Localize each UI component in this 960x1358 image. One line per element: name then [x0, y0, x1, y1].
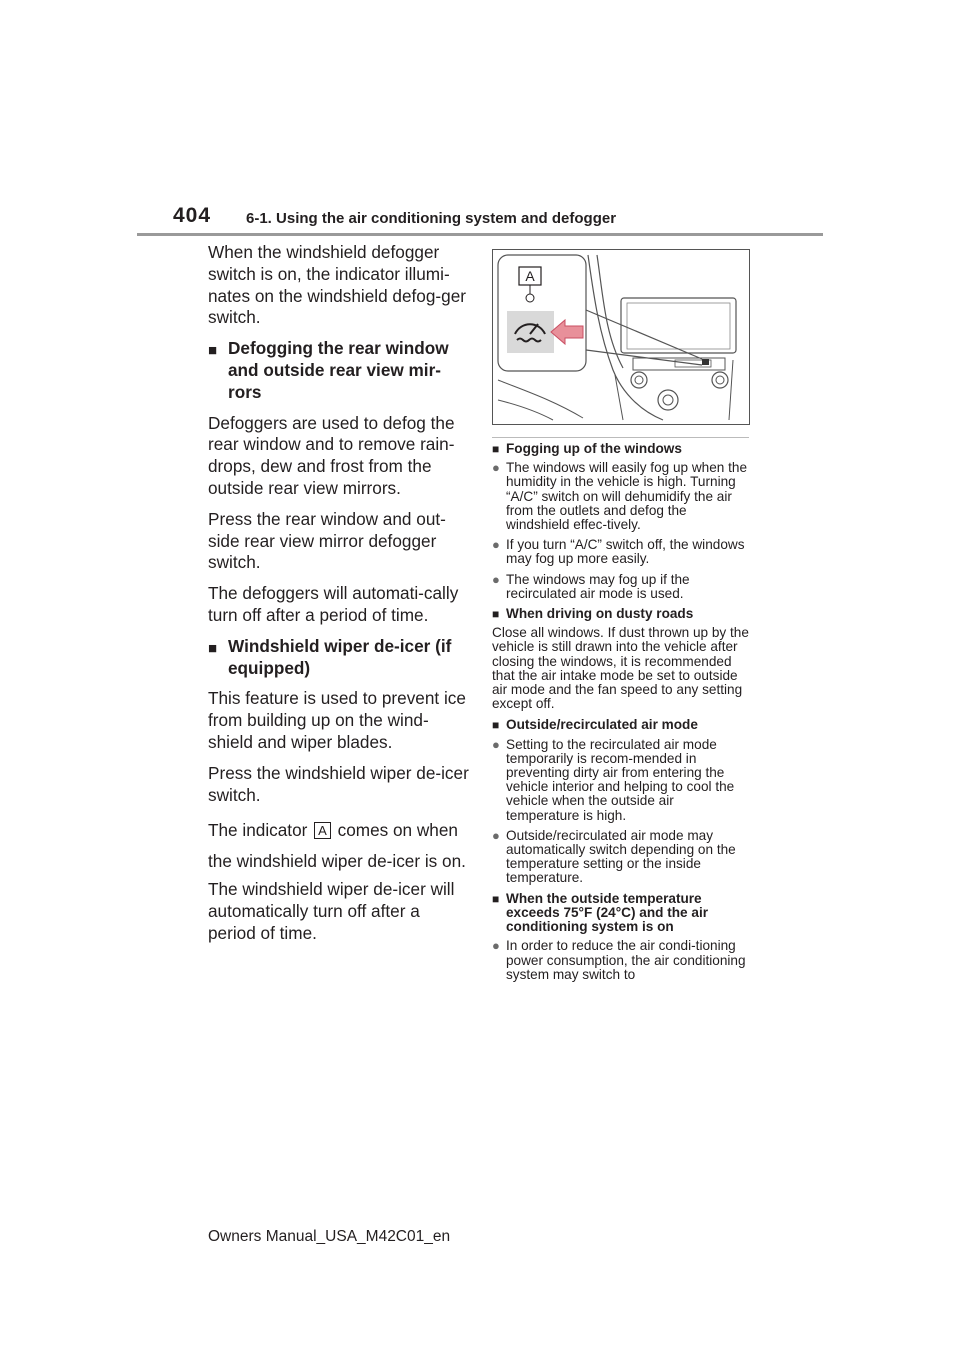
bullet-dot-icon: ● [492, 827, 500, 843]
square-bullet-icon: ■ [492, 442, 500, 456]
paragraph: Press the windshield wiper de-icer switch. [208, 762, 469, 805]
paragraph: When the windshield defogger switch is on, the indicator illumi-nates on the windshield defog-ger switch. [208, 242, 466, 328]
callout-label-inline: A [314, 822, 331, 839]
subheading [208, 636, 470, 680]
deicer-switch-marker [702, 359, 709, 365]
paragraph: The defoggers will automati-cally turn off after a period of time. [208, 583, 459, 625]
subheading [492, 607, 750, 621]
right-column [492, 442, 750, 988]
bullet-dot-icon: ● [492, 571, 500, 587]
list-item-text: The windows may fog up if the recirculated air mode is used. [506, 571, 690, 601]
list-item-text: The windows will easily fog up when the humidity in the vehicle is high. Turning “A/C” switch on will dehumidify the air from the outlets and defog the windshield effec-tively. [506, 460, 748, 533]
paragraph: The windshield wiper de-icer will automatically turn off after a period of time. [208, 879, 455, 943]
list-item-text: In order to reduce the air condi-tioning power consumption, the air conditioning system may switch to [506, 938, 746, 982]
paragraph: Defoggers are used to defog the rear window and to remove rain-drops, dew and frost from the outside rear view mirrors. [208, 412, 455, 498]
list-item [492, 738, 750, 823]
list-item [492, 538, 750, 566]
list-item [492, 939, 750, 982]
subheading-text: Outside/recirculated air mode [506, 717, 698, 733]
subheading [492, 892, 750, 935]
left-column [208, 242, 470, 954]
paragraph: Close all windows. If dust thrown up by the vehicle is still drawn into the vehicle after closing the windows, it is recommended that the air intake mode be set to outside air mode and the fan speed to any setting except off. [492, 625, 749, 712]
list-item-text: Outside/recirculated air mode may automatically switch depending on the temperature setting or the inside temperature. [506, 827, 736, 886]
square-bullet-icon: ■ [492, 891, 500, 906]
square-bullet-icon: ■ [208, 342, 218, 360]
subheading [492, 442, 750, 456]
subheading [208, 338, 470, 403]
dashboard-drawing [493, 250, 749, 424]
section-title: 6-1. Using the air conditioning system and defogger [246, 210, 617, 227]
paragraph: This feature is used to prevent ice from building up on the wind-shield and wiper blades. [208, 688, 466, 752]
list-item [492, 573, 750, 601]
dashboard-illustration [492, 249, 750, 425]
square-bullet-icon: ■ [492, 718, 500, 733]
paragraph: Press the rear window and out-side rear view mirror defogger switch. [208, 508, 446, 573]
screen-outline [621, 298, 736, 353]
subheading-text: Defogging the rear window and outside rear view mir-rors [228, 338, 449, 402]
footer-text: Owners Manual_USA_M42C01_en [208, 1228, 451, 1245]
bullet-dot-icon: ● [492, 938, 500, 954]
subheading-text: When the outside temperature exceeds 75°F (24°C) and the air conditioning system is on [506, 890, 709, 935]
bullet-dot-icon: ● [492, 537, 500, 553]
list-item-text: Setting to the recirculated air mode temporarily is recom-mended in preventing dirty air from entering the vehicle interior and helping to cool the vehicle when the outside air temperature is high. [506, 736, 735, 823]
list-item-text: If you turn “A/C” switch off, the windows may fog up more easily. [506, 537, 745, 567]
square-bullet-icon: ■ [208, 639, 218, 657]
subheading-text: Windshield wiper de-icer (if equipped) [228, 635, 452, 678]
paragraph [208, 815, 470, 877]
callout-label: A [525, 268, 535, 284]
bullet-dot-icon: ● [492, 736, 500, 752]
page-number: 404 [173, 204, 212, 227]
bullet-dot-icon: ● [492, 460, 500, 476]
paragraph-text: The indicator [208, 820, 308, 841]
subheading-text: Fogging up of the windows [506, 441, 682, 456]
figure-rule [492, 437, 749, 438]
header-rule [137, 233, 823, 236]
square-bullet-icon: ■ [492, 607, 500, 622]
subheading-text: When driving on dusty roads [506, 606, 694, 622]
list-item [492, 829, 750, 886]
subheading [492, 718, 750, 732]
list-item [492, 461, 750, 532]
paragraph-text: comes on when the windshield wiper de-icer is on. [208, 820, 466, 872]
